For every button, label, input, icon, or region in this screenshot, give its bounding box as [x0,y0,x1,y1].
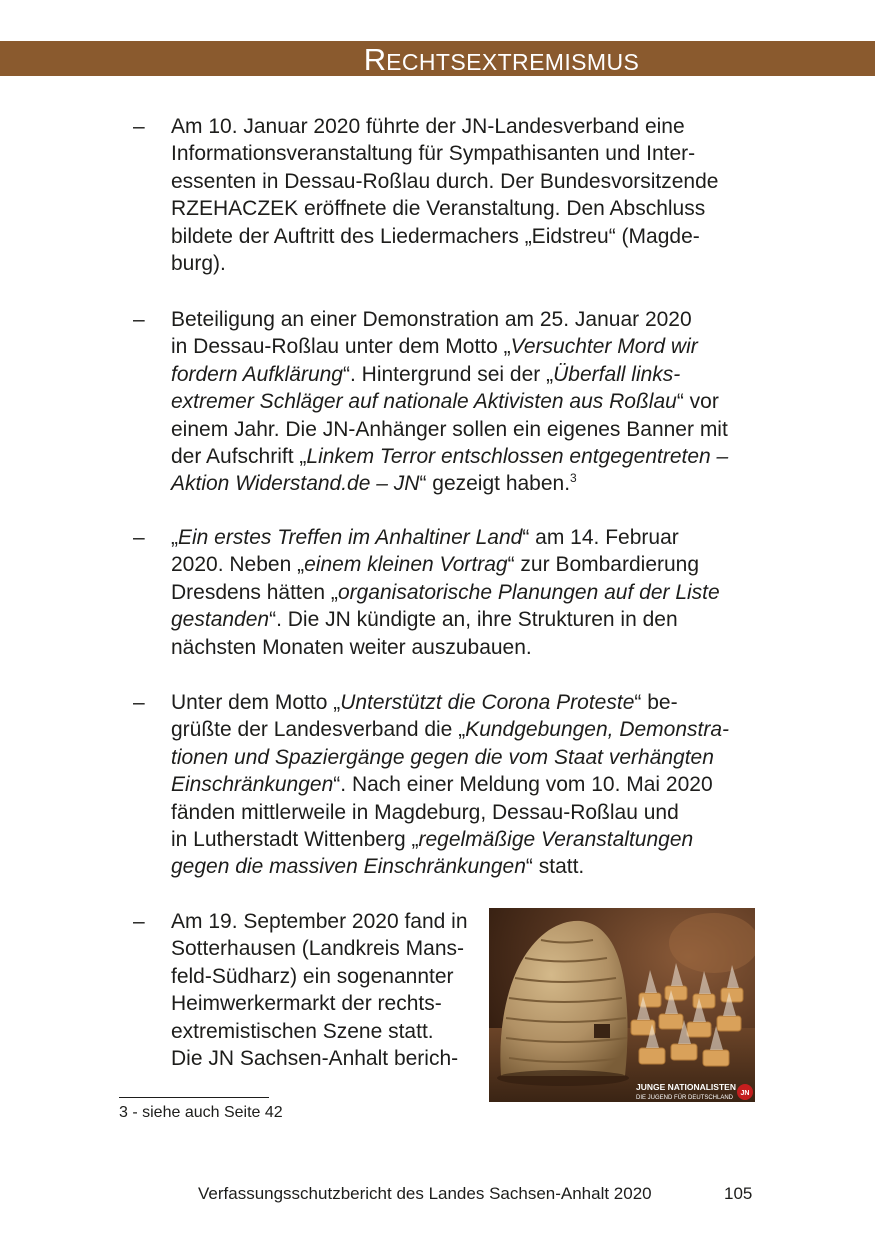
text-line [171,606,758,633]
bullet-dash: – [133,308,145,331]
quote-text: extremer Schläger auf nationale Aktivisten aus Roßlau [171,390,677,414]
quote-text: Linkem Terror entschlossen entgegentreten – [306,445,729,469]
quote-text: Einschränkungen [171,773,334,797]
text-line [171,195,758,222]
text-run: burg). [171,252,226,276]
text-line [171,771,758,798]
text-run: feld-Südharz) ein sogenannter [171,964,454,988]
list-item-text [171,689,758,881]
text-run: Informationsveranstaltung für Sympathisanten und Inter- [171,142,696,166]
text-line [171,935,483,962]
section-header-bar [0,41,875,76]
quote-text: Aktion Widerstand.de – JN [171,472,420,496]
text-line [171,306,758,333]
text-line [171,140,758,167]
beehive-photo [489,908,755,1102]
text-run: “ statt. [525,855,585,879]
quote-text: Kundgebungen, Demonstra- [465,718,730,742]
text-line [171,524,758,551]
text-run: RZEHACZEK eröffnete die Veranstaltung. Den Abschluss [171,197,706,221]
text-run: “ gezeigt haben. [419,472,571,496]
footnote: 3 - siehe auch Seite 42 [119,1104,283,1121]
bullet-dash: – [133,526,145,549]
text-run: Am 19. September 2020 fand in [171,910,468,933]
text-run: fänden mittlerweile in Magdeburg, Dessau-Roßlau und [171,800,679,824]
quote-text: gestanden [171,608,270,632]
section-title: RECHTSEXTREMISMUS [363,42,640,77]
text-line [171,853,758,880]
text-line [171,579,758,606]
text-run: in Dessau-Roßlau unter dem Motto „ [171,335,511,359]
text-line [171,223,758,250]
text-run: der Aufschrift „ [171,445,307,469]
text-line [171,113,758,140]
text-run: “. Hintergrund sei der „ [343,362,554,386]
text-line [171,963,483,990]
text-line [171,361,758,388]
text-run: Beteiligung an einer Demonstration am 25. Januar 2020 [171,308,692,331]
text-line [171,416,758,443]
text-line [171,250,758,277]
text-line [171,443,758,470]
list-item-text [171,306,758,498]
list-item-text [171,113,758,277]
text-run: “ zur Bombardierung [507,553,700,577]
text-run: Heimwerkermarkt der rechts- [171,992,442,1016]
text-run: bildete der Auftritt des Liedermachers „Eidstreu“ (Magde- [171,224,700,248]
text-line [171,908,483,935]
text-run: extremistischen Szene statt. [171,1019,434,1043]
footnote-ref: 3 [570,471,577,486]
text-line [171,1045,483,1072]
text-run: “ be- [634,691,678,714]
text-run: essenten in Dessau-Roßlau durch. Der Bundesvorsitzende [171,169,719,193]
text-line [171,826,758,853]
text-line [171,333,758,360]
quote-text: Unterstützt die Corona Proteste [340,691,635,714]
list-item-text [171,524,758,661]
beehive-photo-image [489,908,755,1102]
text-run: einem Jahr. Die JN-Anhänger sollen ein eigenes Banner mit [171,417,728,441]
quote-text: einem kleinen Vortrag [304,553,508,577]
text-run: 2020. Neben „ [171,553,305,577]
text-run: Unter dem Motto „ [171,691,341,714]
text-line [171,168,758,195]
bullet-dash: – [133,910,145,933]
quote-text: Versuchter Mord wir [510,335,698,359]
text-line [171,744,758,771]
quote-text: gegen die massiven Einschränkungen [171,855,526,879]
text-run: Dresdens hätten „ [171,580,338,604]
text-run: nächsten Monaten weiter auszubauen. [171,635,532,659]
quote-text: regelmäßige Veranstaltungen [418,828,694,852]
text-run: “ am 14. Februar [522,526,679,549]
quote-text: tionen und Spaziergänge gegen die vom Staat verhängten [171,745,714,769]
bullet-dash: – [133,691,145,714]
text-line [171,689,758,716]
quote-text: organisatorische Planungen auf der Liste [337,580,720,604]
list-item-text [171,908,483,1072]
text-run: grüßte der Landesverband die „ [171,718,466,742]
text-line [171,990,483,1017]
bullet-dash: – [133,115,145,138]
quote-text: fordern Aufklärung [171,362,343,386]
footnote-rule [119,1097,269,1098]
text-line [171,551,758,578]
text-run: “. Die JN kündigte an, ihre Strukturen in den [269,608,678,632]
text-line [171,470,758,497]
text-run: Am 10. Januar 2020 führte der JN-Landesverband eine [171,115,685,138]
page-number: 105 [724,1184,753,1203]
text-line [171,634,758,661]
text-line [171,1018,483,1045]
text-line [171,799,758,826]
jn-logo-badge: JN [740,1090,750,1097]
text-run: “. Nach einer Meldung vom 10. Mai 2020 [333,773,713,797]
photo-logo-slogan: DIE JUGEND FÜR DEUTSCHLAND [636,1095,734,1101]
photo-logo-name: JUNGE NATIONALISTEN [636,1082,736,1092]
text-run: “ vor [676,390,719,414]
quote-text: Überfall links- [553,362,681,386]
text-line [171,388,758,415]
footer-title: Verfassungsschutzbericht des Landes Sachsen-Anhalt 2020 [198,1184,652,1203]
text-run: Sotterhausen (Landkreis Mans- [171,937,464,961]
text-run: „ [171,526,178,549]
text-run: Die JN Sachsen-Anhalt berich- [171,1047,459,1071]
text-run: in Lutherstadt Wittenberg „ [171,828,419,852]
quote-text: Ein erstes Treffen im Anhaltiner Land [178,526,523,549]
text-line [171,716,758,743]
